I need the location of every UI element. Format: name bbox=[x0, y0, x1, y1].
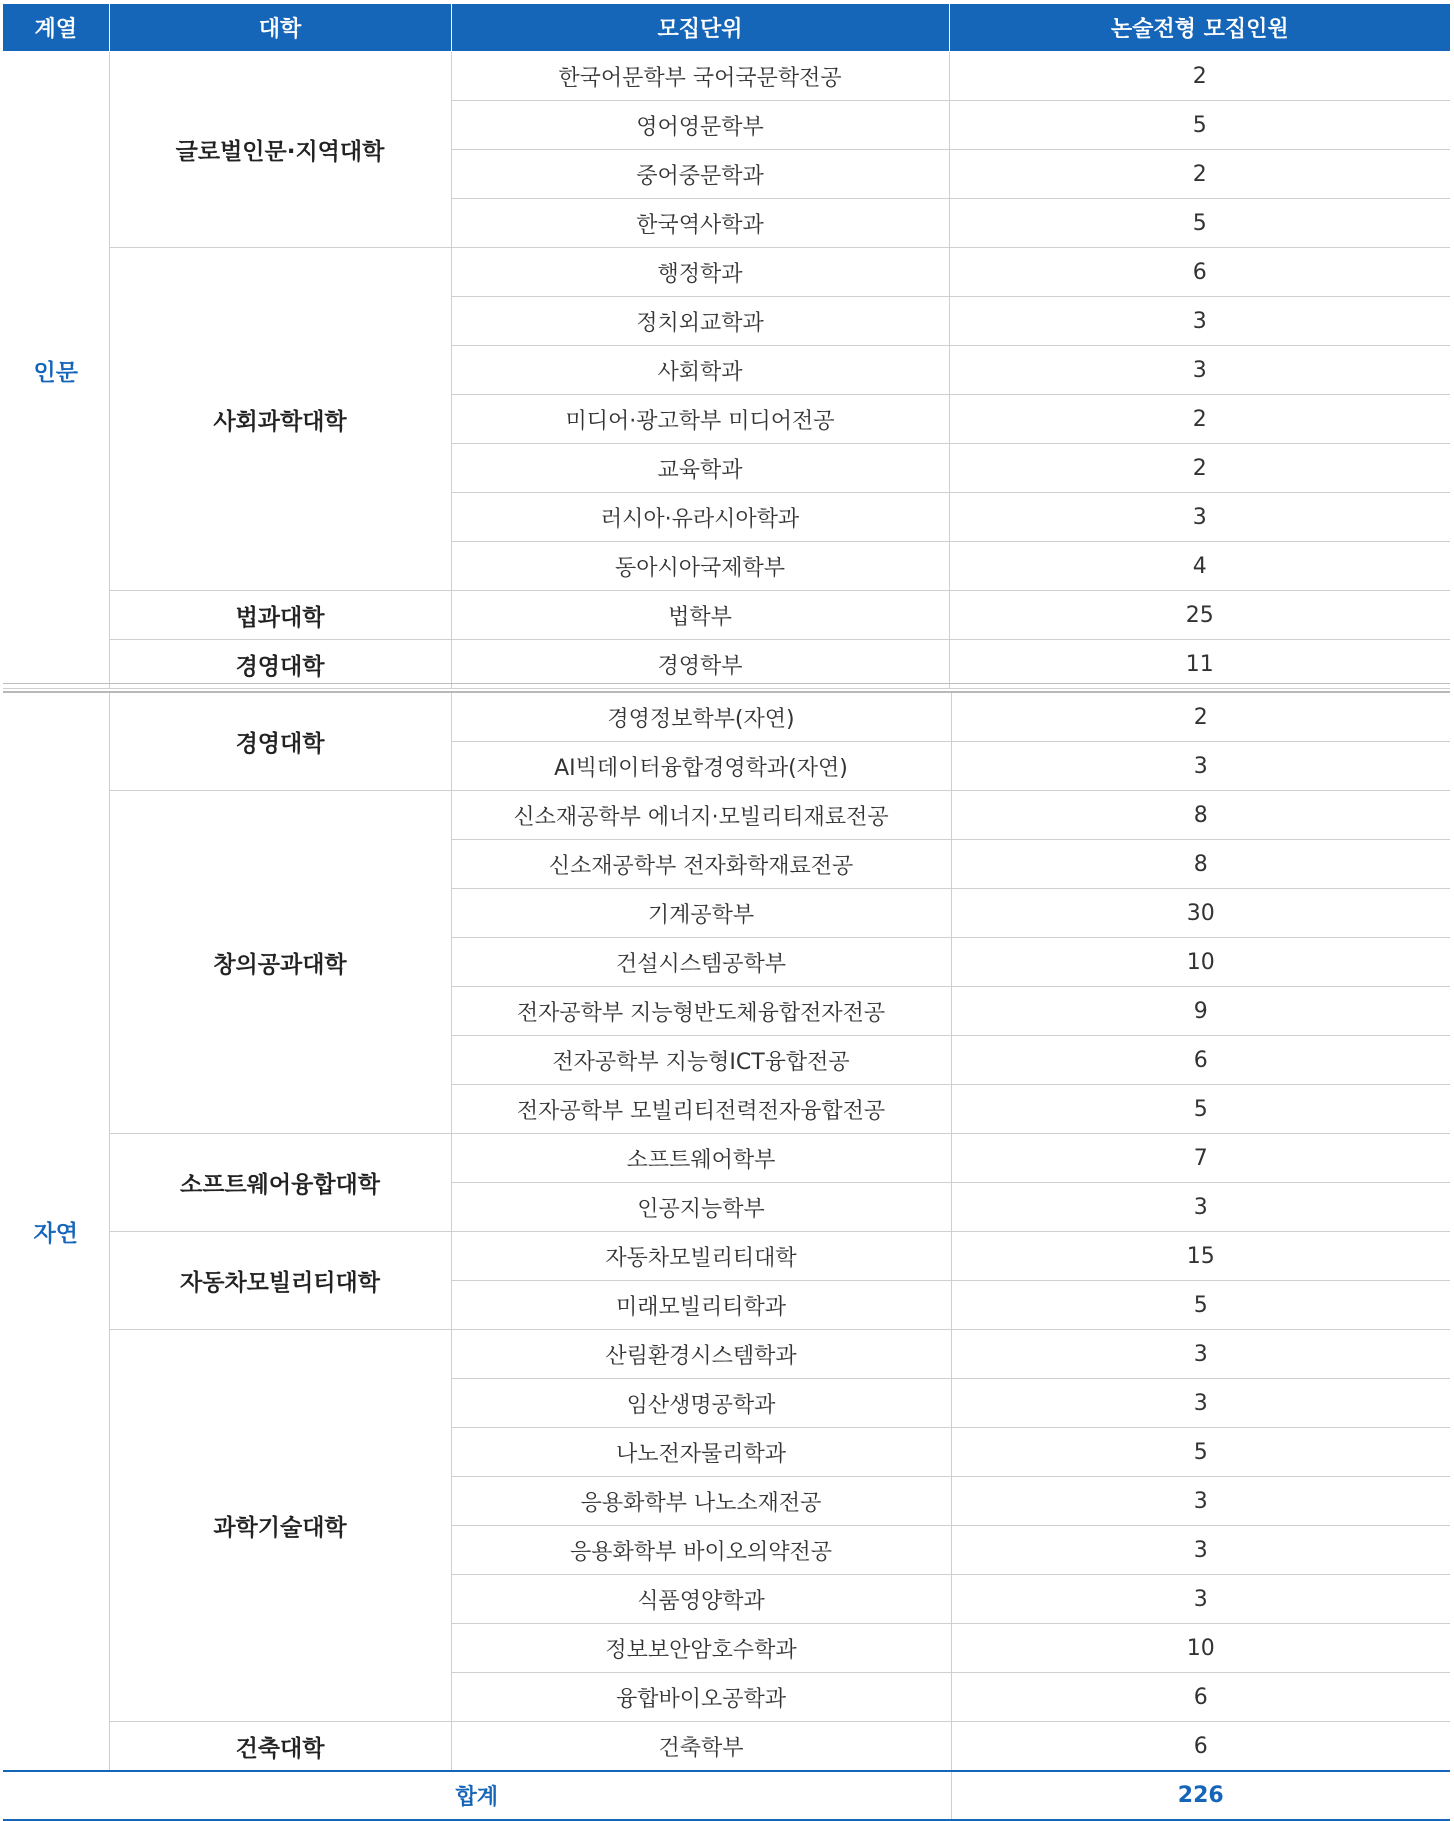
sciences-body bbox=[3, 692, 1450, 1771]
group-cell: 인문 bbox=[3, 52, 109, 689]
unit-cell: 신소재공학부 전자화학재료전공 bbox=[451, 840, 951, 889]
college-cell: 건축대학 bbox=[109, 1722, 451, 1772]
unit-cell: 응용화학부 나노소재전공 bbox=[451, 1477, 951, 1526]
unit-cell: 융합바이오공학과 bbox=[451, 1673, 951, 1722]
unit-cell: 기계공학부 bbox=[451, 889, 951, 938]
header-college: 대학 bbox=[109, 4, 451, 52]
college-cell: 글로벌인문·지역대학 bbox=[109, 52, 451, 248]
unit-cell: 건축학부 bbox=[451, 1722, 951, 1772]
count-cell: 3 bbox=[949, 346, 1450, 395]
unit-cell: 전자공학부 지능형ICT융합전공 bbox=[451, 1036, 951, 1085]
header-group: 계열 bbox=[3, 4, 109, 52]
college-cell: 자동차모빌리티대학 bbox=[109, 1232, 451, 1330]
count-cell: 6 bbox=[951, 1036, 1450, 1085]
humanities-body bbox=[3, 52, 1450, 689]
college-cell: 경영대학 bbox=[109, 640, 451, 689]
count-cell: 3 bbox=[951, 1379, 1450, 1428]
count-cell: 11 bbox=[949, 640, 1450, 689]
unit-cell: 한국어문학부 국어국문학전공 bbox=[451, 52, 949, 101]
unit-cell: 산림환경시스템학과 bbox=[451, 1330, 951, 1379]
count-cell: 2 bbox=[949, 150, 1450, 199]
unit-cell: 동아시아국제학부 bbox=[451, 542, 949, 591]
unit-cell: 인공지능학부 bbox=[451, 1183, 951, 1232]
college-cell: 법과대학 bbox=[109, 591, 451, 640]
unit-cell: 미디어·광고학부 미디어전공 bbox=[451, 395, 949, 444]
count-cell: 3 bbox=[951, 1330, 1450, 1379]
count-cell: 15 bbox=[951, 1232, 1450, 1281]
unit-cell: 사회학과 bbox=[451, 346, 949, 395]
unit-cell: 건설시스템공학부 bbox=[451, 938, 951, 987]
unit-cell: 정치외교학과 bbox=[451, 297, 949, 346]
table-row bbox=[3, 791, 1450, 840]
table-row bbox=[3, 692, 1450, 742]
count-cell: 2 bbox=[949, 395, 1450, 444]
count-cell: 30 bbox=[951, 889, 1450, 938]
count-cell: 3 bbox=[951, 1526, 1450, 1575]
unit-cell: 미래모빌리티학과 bbox=[451, 1281, 951, 1330]
header-unit: 모집단위 bbox=[451, 4, 949, 52]
count-cell: 3 bbox=[951, 1183, 1450, 1232]
section-divider bbox=[3, 683, 1450, 684]
count-cell: 6 bbox=[951, 1722, 1450, 1772]
count-cell: 4 bbox=[949, 542, 1450, 591]
table-row bbox=[3, 248, 1450, 297]
count-cell: 10 bbox=[951, 938, 1450, 987]
admission-table-sciences bbox=[3, 691, 1450, 1821]
table-row bbox=[3, 591, 1450, 640]
admission-table-humanities bbox=[3, 4, 1450, 689]
unit-cell: 러시아·유라시아학과 bbox=[451, 493, 949, 542]
unit-cell: AI빅데이터융합경영학과(자연) bbox=[451, 742, 951, 791]
count-cell: 9 bbox=[951, 987, 1450, 1036]
unit-cell: 법학부 bbox=[451, 591, 949, 640]
unit-cell: 영어영문학부 bbox=[451, 101, 949, 150]
unit-cell: 교육학과 bbox=[451, 444, 949, 493]
table-header-row bbox=[3, 4, 1450, 52]
unit-cell: 나노전자물리학과 bbox=[451, 1428, 951, 1477]
table-row bbox=[3, 640, 1450, 689]
count-cell: 7 bbox=[951, 1134, 1450, 1183]
table-row bbox=[3, 1232, 1450, 1281]
count-cell: 6 bbox=[951, 1673, 1450, 1722]
unit-cell: 소프트웨어학부 bbox=[451, 1134, 951, 1183]
unit-cell: 중어중문학과 bbox=[451, 150, 949, 199]
count-cell: 2 bbox=[951, 692, 1450, 742]
count-cell: 3 bbox=[951, 1477, 1450, 1526]
count-cell: 2 bbox=[949, 52, 1450, 101]
header-count: 논술전형 모집인원 bbox=[949, 4, 1450, 52]
college-cell: 사회과학대학 bbox=[109, 248, 451, 591]
count-cell: 5 bbox=[949, 199, 1450, 248]
unit-cell: 전자공학부 모빌리티전력전자융합전공 bbox=[451, 1085, 951, 1134]
count-cell: 5 bbox=[951, 1281, 1450, 1330]
table-row bbox=[3, 1722, 1450, 1772]
unit-cell: 식품영양학과 bbox=[451, 1575, 951, 1624]
count-cell: 3 bbox=[949, 297, 1450, 346]
college-cell: 창의공과대학 bbox=[109, 791, 451, 1134]
count-cell: 5 bbox=[949, 101, 1450, 150]
count-cell: 25 bbox=[949, 591, 1450, 640]
total-value: 226 bbox=[951, 1771, 1450, 1820]
count-cell: 5 bbox=[951, 1428, 1450, 1477]
count-cell: 8 bbox=[951, 791, 1450, 840]
group-cell: 자연 bbox=[3, 692, 109, 1771]
unit-cell: 자동차모빌리티대학 bbox=[451, 1232, 951, 1281]
count-cell: 5 bbox=[951, 1085, 1450, 1134]
total-label: 합계 bbox=[3, 1771, 951, 1820]
count-cell: 6 bbox=[949, 248, 1450, 297]
count-cell: 8 bbox=[951, 840, 1450, 889]
count-cell: 3 bbox=[951, 742, 1450, 791]
college-cell: 경영대학 bbox=[109, 692, 451, 791]
unit-cell: 신소재공학부 에너지·모빌리티재료전공 bbox=[451, 791, 951, 840]
unit-cell: 경영학부 bbox=[451, 640, 949, 689]
unit-cell: 한국역사학과 bbox=[451, 199, 949, 248]
unit-cell: 임산생명공학과 bbox=[451, 1379, 951, 1428]
table-row bbox=[3, 1134, 1450, 1183]
unit-cell: 정보보안암호수학과 bbox=[451, 1624, 951, 1673]
unit-cell: 전자공학부 지능형반도체융합전자전공 bbox=[451, 987, 951, 1036]
table-row bbox=[3, 52, 1450, 101]
college-cell: 과학기술대학 bbox=[109, 1330, 451, 1722]
unit-cell: 응용화학부 바이오의약전공 bbox=[451, 1526, 951, 1575]
count-cell: 10 bbox=[951, 1624, 1450, 1673]
college-cell: 소프트웨어융합대학 bbox=[109, 1134, 451, 1232]
count-cell: 3 bbox=[949, 493, 1450, 542]
count-cell: 2 bbox=[949, 444, 1450, 493]
unit-cell: 행정학과 bbox=[451, 248, 949, 297]
table-row bbox=[3, 1330, 1450, 1379]
count-cell: 3 bbox=[951, 1575, 1450, 1624]
unit-cell: 경영정보학부(자연) bbox=[451, 692, 951, 742]
